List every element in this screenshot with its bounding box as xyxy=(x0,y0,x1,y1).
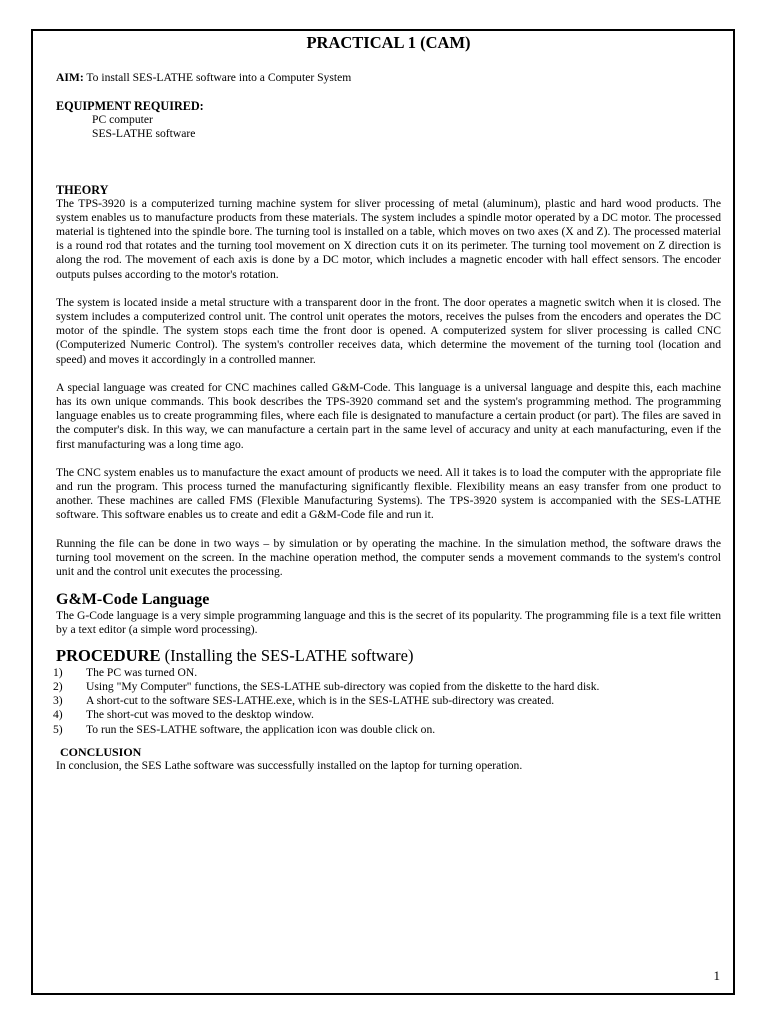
conclusion-text: In conclusion, the SES Lathe software was successfully installed on the laptop for turning operation. xyxy=(56,758,523,772)
procedure-heading xyxy=(56,646,721,666)
list-item xyxy=(56,127,721,141)
bullet-glyph xyxy=(56,127,92,141)
procedure-heading-rest: (Installing the SES-LATHE software) xyxy=(160,645,414,665)
theory-paragraph: A special language was created for CNC machines called G&M-Code. This language is a universal language and despite this, each machine has its own unique commands. This book describes the TPS-3920 command set and the system's programming method. The programming language enables us to create programming files, where each file is designated to manufacture a certain product (or part). The files are saved in the computer's disk. In this way, we can manufacture a certain part in the same level of accuracy and unity at each manufacturing, even if the first manufacturing was a long time ago. xyxy=(56,380,721,451)
list-item xyxy=(56,113,721,127)
list-item xyxy=(53,666,721,680)
step-text: The PC was turned ON. xyxy=(86,665,198,679)
list-item xyxy=(53,708,721,722)
list-item xyxy=(53,694,721,708)
step-text: A short-cut to the software SES-LATHE.exe, which is in the SES-LATHE sub-directory was created. xyxy=(86,694,555,708)
equipment-item-text: PC computer xyxy=(92,113,153,127)
step-text: Using "My Computer" functions, the SES-LATHE sub-directory was copied from the diskette to the hard disk. xyxy=(86,679,600,693)
theory-paragraph: The system is located inside a metal structure with a transparent door in the front. The door operates a magnetic switch when it is closed. The system includes a computerized control unit. The control unit operates the motors, receives the pulses from the encoders and operates the DC motor of the spindle. The system stops each time the front door is opened. A computerized system for sliver processing is called CNC (Computerized Numeric Control). The system's controller receives data, which determine the movement of the turning tool (location and speed) and moves it accordingly in a controlled manner. xyxy=(56,295,721,366)
theory-heading: THEORY xyxy=(56,182,109,197)
bullet-glyph xyxy=(56,113,92,127)
step-number: 1) xyxy=(53,665,63,679)
step-number: 4) xyxy=(53,708,63,722)
list-item xyxy=(53,723,721,737)
step-number: 2) xyxy=(53,679,63,693)
list-item xyxy=(53,680,721,694)
aim-line xyxy=(56,71,721,85)
theory-paragraph: Running the file can be done in two ways – by simulation or by operating the machine. In the simulation method, the software draws the turning tool movement on the screen. In the machine operation method, the computer sends a movement commands to the system's control unit and the control unit executes the processing. xyxy=(56,536,721,579)
equipment-heading: EQUIPMENT REQUIRED: xyxy=(56,99,204,114)
aim-label: AIM: xyxy=(56,71,84,84)
page-number: 1 xyxy=(713,968,720,983)
step-text: The short-cut was moved to the desktop window. xyxy=(86,708,314,722)
procedure-steps xyxy=(53,666,721,737)
aim-text: To install SES-LATHE software into a Computer System xyxy=(83,71,352,84)
equipment-list xyxy=(56,113,721,141)
equipment-item-text: SES-LATHE software xyxy=(92,127,196,141)
step-text: To run the SES-LATHE software, the application icon was double click on. xyxy=(86,722,436,736)
procedure-heading-bold: PROCEDURE xyxy=(56,645,161,665)
conclusion-heading: CONCLUSION xyxy=(60,744,142,759)
gm-code-heading: G&M-Code Language xyxy=(56,591,210,609)
theory-paragraph: The CNC system enables us to manufacture the exact amount of products we need. All it takes is to load the computer with the appropriate file and run the program. This process turned the manufacturing significantly flexible. Flexibility means an easy transfer from one product to another. These machines are called FMS (Flexible Manufacturing Systems). The TPS-3920 system is accompanied with the SES-LATHE software. This software enables us to create and edit a G&M-Code file and run it. xyxy=(56,465,721,522)
document-body xyxy=(53,33,721,773)
gm-code-text: The G-Code language is a very simple programming language and this is the secret of its popularity. The programming file is a text file written by a text editor (a simple word processing). xyxy=(56,609,721,637)
step-number: 3) xyxy=(53,694,63,708)
page-title: PRACTICAL 1 (CAM) xyxy=(306,33,471,52)
theory-paragraph: The TPS-3920 is a computerized turning machine system for sliver processing of metal (aluminum), plastic and hard wood products. The system enables us to manufacture products from these materials. The system includes a spindle motor operated by a DC motor. The processed material is tightened into the spindle bore. The turning tool is installed on a table, which moves on two axes (X and Z). The processed material is a round rod that rotates and the turning tool movement on X direction cuts it on its perimeter. The turning tool movement on Z direction is along the rod. The movement of each axis is done by a DC motor, which includes a magnetic encoder with hall effect sensors. The encoder outputs pulses according to the motor's rotation. xyxy=(56,196,721,281)
step-number: 5) xyxy=(53,722,63,736)
